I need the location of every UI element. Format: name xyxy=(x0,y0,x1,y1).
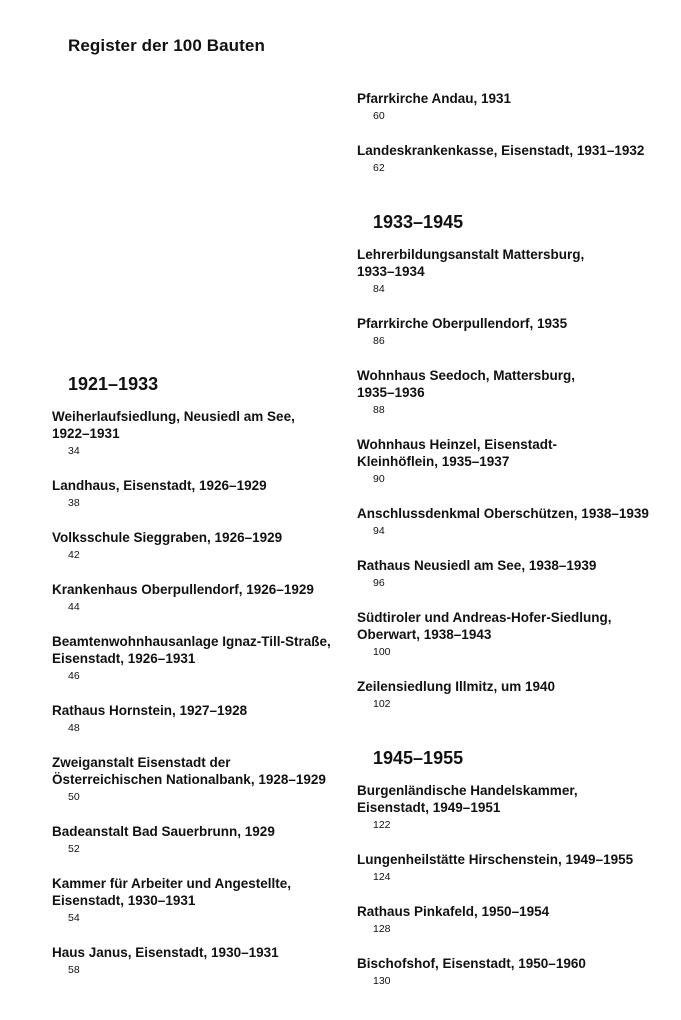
register-entry xyxy=(357,505,657,537)
section-heading: 1921–1933 xyxy=(68,374,159,394)
entry-page-number: 102 xyxy=(373,698,391,710)
register-entry xyxy=(52,477,352,509)
entry-page-number: 96 xyxy=(373,577,385,589)
entry-title: Landeskrankenkasse, Eisenstadt, 1931–1932 xyxy=(357,143,645,158)
entry-title: Pfarrkirche Oberpullendorf, 1935 xyxy=(357,316,568,331)
entry-page-number: 60 xyxy=(373,110,385,122)
entry-page-number: 52 xyxy=(68,843,80,855)
left-column xyxy=(52,374,352,996)
entry-title: Rathaus Neusiedl am See, 1938–1939 xyxy=(357,558,597,573)
entry-page-number: 130 xyxy=(373,975,391,987)
entry-page-number: 128 xyxy=(373,923,391,935)
entry-page-number: 124 xyxy=(373,871,391,883)
entry-title: Kammer für Arbeiter und Angestellte, Eisenstadt, 1930–1931 xyxy=(52,876,292,908)
register-entry xyxy=(357,782,657,831)
page-title: Register der 100 Bauten xyxy=(68,36,265,55)
register-entry xyxy=(357,367,657,416)
entry-title: Pfarrkirche Andau, 1931 xyxy=(357,91,512,106)
entry-page-number: 42 xyxy=(68,549,80,561)
entry-page-number: 34 xyxy=(68,445,80,457)
register-entry xyxy=(52,581,352,613)
entry-page-number: 88 xyxy=(373,404,385,416)
entry-title: Wohnhaus Heinzel, Eisenstadt- Kleinhöflein, 1935–1937 xyxy=(357,437,558,469)
register-entry xyxy=(357,678,657,710)
entry-title: Rathaus Hornstein, 1927–1928 xyxy=(52,703,248,718)
register-entry xyxy=(52,702,352,734)
register-entry xyxy=(52,944,352,976)
entry-title: Landhaus, Eisenstadt, 1926–1929 xyxy=(52,478,267,493)
entry-title: Südtiroler und Andreas-Hofer-Siedlung, Oberwart, 1938–1943 xyxy=(357,610,612,642)
entry-title: Lehrerbildungsanstalt Mattersburg, 1933–1934 xyxy=(357,247,585,279)
section-heading: 1933–1945 xyxy=(373,212,464,232)
entry-page-number: 100 xyxy=(373,646,391,658)
register-entry xyxy=(52,408,352,457)
register-entry xyxy=(52,875,352,924)
entry-page-number: 62 xyxy=(373,162,385,174)
register-entry xyxy=(357,90,657,122)
entry-title: Beamtenwohnhausanlage Ignaz-Till-Straße, Eisenstadt, 1926–1931 xyxy=(52,634,331,666)
entry-title: Zweiganstalt Eisenstadt der Österreichischen Nationalbank, 1928–1929 xyxy=(52,755,326,787)
register-entry xyxy=(52,529,352,561)
entry-title: Bischofshof, Eisenstadt, 1950–1960 xyxy=(357,956,586,971)
entry-page-number: 48 xyxy=(68,722,80,734)
register-entry xyxy=(357,851,657,883)
entry-page-number: 122 xyxy=(373,819,391,831)
register-entry xyxy=(52,754,352,803)
entry-title: Lungenheilstätte Hirschenstein, 1949–1955 xyxy=(357,852,634,867)
register-entry xyxy=(357,436,657,485)
register-entry xyxy=(357,557,657,589)
entry-page-number: 38 xyxy=(68,497,80,509)
register-entry xyxy=(357,246,657,295)
register-entry xyxy=(357,903,657,935)
entry-page-number: 84 xyxy=(373,283,385,295)
entry-title: Badeanstalt Bad Sauerbrunn, 1929 xyxy=(52,824,275,839)
entry-title: Weiherlaufsiedlung, Neusiedl am See, 1922–1931 xyxy=(52,409,295,441)
entry-page-number: 94 xyxy=(373,525,385,537)
entry-title: Volksschule Sieggraben, 1926–1929 xyxy=(52,530,283,545)
entry-page-number: 46 xyxy=(68,670,80,682)
entry-title: Krankenhaus Oberpullendorf, 1926–1929 xyxy=(52,582,314,597)
entry-title: Rathaus Pinkafeld, 1950–1954 xyxy=(357,904,550,919)
right-column xyxy=(357,90,657,1007)
entry-title: Wohnhaus Seedoch, Mattersburg, 1935–1936 xyxy=(357,368,576,400)
entry-page-number: 54 xyxy=(68,912,80,924)
entry-page-number: 44 xyxy=(68,601,80,613)
entry-title: Zeilensiedlung Illmitz, um 1940 xyxy=(357,679,556,694)
register-entry xyxy=(357,315,657,347)
entry-title: Anschlussdenkmal Oberschützen, 1938–1939 xyxy=(357,506,649,521)
section-heading: 1945–1955 xyxy=(373,748,464,768)
entry-page-number: 86 xyxy=(373,335,385,347)
entry-page-number: 58 xyxy=(68,964,80,976)
entry-title: Burgenländische Handelskammer, Eisenstadt, 1949–1951 xyxy=(357,783,578,815)
entry-title: Haus Janus, Eisenstadt, 1930–1931 xyxy=(52,945,279,960)
register-entry xyxy=(52,823,352,855)
entry-page-number: 90 xyxy=(373,473,385,485)
register-entry xyxy=(357,609,657,658)
entry-page-number: 50 xyxy=(68,791,80,803)
register-entry xyxy=(357,955,657,987)
register-entry xyxy=(357,142,657,174)
register-entry xyxy=(52,633,352,682)
